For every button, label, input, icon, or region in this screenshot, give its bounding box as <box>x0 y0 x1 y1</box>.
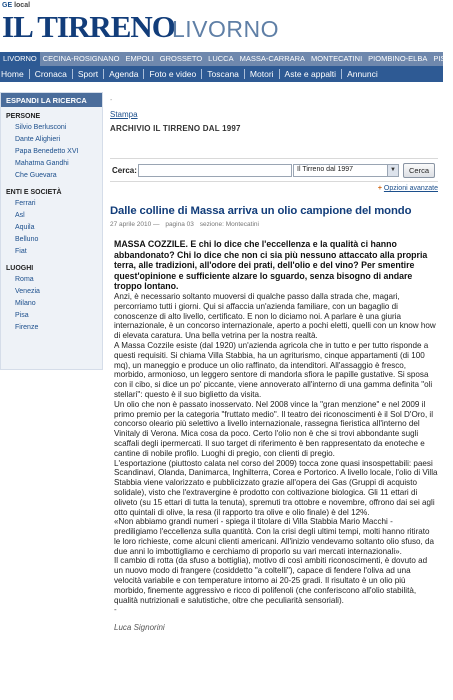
nav-edition-piombino-elba[interactable]: PIOMBINO-ELBA <box>368 54 428 63</box>
sidebar-link-person[interactable]: Silvio Berlusconi <box>15 124 67 131</box>
chevron-down-icon[interactable]: ▼ <box>387 165 398 176</box>
sidebar-link-place[interactable]: Milano <box>15 300 36 307</box>
sidebar-link-entity[interactable]: Aquila <box>15 224 35 231</box>
nav-motori[interactable]: Motori <box>249 69 274 79</box>
archive-select-value: Il Tirreno dal 1997 <box>297 166 354 173</box>
archive-select[interactable] <box>293 164 399 177</box>
nav-aste-e-appalti[interactable]: Aste e appalti <box>284 69 337 79</box>
article-paragraph: Il cambio di rotta (da sfuso a bottiglia), motivo di così ambiti riconoscimenti, è dovuto ad un nuovo modo di frangere (cosiddetto "a coltelli"), capace di fendere l'oliva ad una velocità variabile e con temperature intorno ai 20-25 gradi. Il risultato è un olio più morbido, finemente aggressivo e ricco di polifenoli (che conferiscono all'olio stabilità, qualità nutrizionali e salutistiche, oltre che peculiarità sensoriali). <box>114 556 428 605</box>
editions-nav <box>0 52 451 66</box>
sidebar-link-place[interactable]: Pisa <box>15 312 29 319</box>
nav-edition-montecatini[interactable]: MONTECATINI <box>311 54 363 63</box>
nav-edition-empoli[interactable]: EMPOLI <box>125 54 154 63</box>
article-headline: Dalle colline di Massa arriva un olio campione del mondo <box>110 205 412 217</box>
nav-edition-livorno[interactable]: LIVORNO <box>0 52 40 66</box>
article-date: 27 aprile 2010 — <box>110 221 160 228</box>
sidebar-link-person[interactable]: Mahatma Gandhi <box>15 160 69 167</box>
nav-agenda[interactable]: Agenda <box>109 69 139 79</box>
sidebar-link-person[interactable]: Dante Alighieri <box>15 136 61 143</box>
article-author: Luca Signorini <box>114 623 165 633</box>
sidebar-link-person[interactable]: Che Guevara <box>15 172 57 179</box>
nav-cronaca[interactable]: Cronaca <box>34 69 67 79</box>
sections-nav <box>0 66 443 82</box>
search-input[interactable] <box>138 164 292 177</box>
sidebar-title: ESPANDI LA RICERCA <box>1 93 102 107</box>
article-paragraph: L'esportazione (piuttosto calata nel corso del 2009) tocca zone quasi insospettabili: paesi Scandinavi, Olanda, Danimarca, Inghilterra, Corea e Portorico. A livello locale, l'olio di Villa Stabbia viene valorizzato e pubblicizzato grazie all'opera dei Gas (Gruppi di acquisto solidale), visto che l'extravergine è prodotto con coltivazione biologica. Gli 11 ettari di oliveto (su 15 ettari di tutta la tenuta), spremuti tra ottobre e novembre, offrono dai sei agli otto quintali di olive, la resa (il rapporto tra olive e olio finale) è del 12%. <box>114 458 438 517</box>
gelocal-brand[interactable]: GE local <box>2 2 31 9</box>
article-meta <box>110 221 438 228</box>
search-refine-sidebar <box>0 92 103 370</box>
search-label: Cerca: <box>112 166 137 175</box>
advanced-options-link[interactable]: Opzioni avanzate <box>383 185 438 192</box>
article-end-dash: - <box>114 605 117 615</box>
nav-foto-e-video[interactable]: Foto e video <box>149 69 197 79</box>
article-paragraph: «Non abbiamo grandi numeri - spiega il titolare di Villa Stabbia Mario Macchi - prediligiamo l'eccellenza sulla quantità. Con la crisi degli ultimi tempi, molti hanno ritirato le loro richieste, come alcuni clienti americani. All'inizio vendevamo soltanto olio sfuso, da due anni lo imbottigliamo e cerchiamo di proporlo su vari mercati internazionali». <box>114 517 435 556</box>
sidebar-section-enti: ENTI E SOCIETÀ <box>6 189 62 196</box>
article-paragraph: Un olio che non è passato inosservato. Nel 2008 vince la "gran menzione" e nel 2009 il primo premio per la categoria "fruttato medio". Il teatro dei riconoscimenti è il Sol D'Oro, il concorso oleario più selettivo a livello internazionale, rassegna fieristica all'interno del Vinitaly di Verona. Mica cosa da poco. Certo l'olio non è che si trovi abbondante sugli scaffali degli ipermercati. Il suo target di riferimento è ben rappresentato da enoteche e cantine di nobile profilo. Luoghi di pregio, con clienti di pregio. <box>114 399 434 458</box>
nav-edition-lucca[interactable]: LUCCA <box>208 54 234 63</box>
sidebar-link-entity[interactable]: Belluno <box>15 236 39 243</box>
sidebar-link-entity[interactable]: Ferrari <box>15 200 36 207</box>
article-page: pagina 03 <box>165 221 194 228</box>
plus-icon: + <box>377 185 382 192</box>
sidebar-link-place[interactable]: Venezia <box>15 288 40 295</box>
article-paragraph: A Massa Cozzile esiste (dal 1920) un'azienda agricola che in tutto e per tutto risponde a questi requisiti. Si chiama Villa Stabbia, ha un agriturismo, cinque appartamenti (di 100 mq), un maneggio e produce un olio raffinato, da intenditori. All'assaggio è fresco, morbido, armonioso, un leggero sentore di mandorla sfiora le papille gustative. Si sposa con il cibo, si dice un po' piccante, viene annoverato all'interno di una gamma definita "oli stellari": questo è il suo biglietto da visita. <box>114 340 433 399</box>
nav-home[interactable]: Home <box>1 69 24 79</box>
print-link[interactable]: Stampa <box>110 110 138 119</box>
nav-edition-pisa[interactable]: PISA <box>433 54 451 63</box>
nav-edition-cecina-rosignano[interactable]: CECINA-ROSIGNANO <box>42 54 120 63</box>
edition-title: LIVORNO <box>172 16 280 42</box>
search-button[interactable]: Cerca <box>403 163 435 178</box>
crumb-dash: - <box>110 97 113 104</box>
sidebar-section-luoghi: LUOGHI <box>6 265 34 272</box>
archive-search-bar <box>110 158 438 182</box>
article-section: sezione: Montecatini <box>199 221 259 228</box>
article-main <box>110 98 438 632</box>
sidebar-link-entity[interactable]: Fiat <box>15 248 27 255</box>
sidebar-section-persone: PERSONE <box>6 113 41 120</box>
sidebar-link-place[interactable]: Roma <box>15 276 34 283</box>
archive-title: ARCHIVIO IL TIRRENO DAL 1997 <box>110 124 241 133</box>
nav-toscana[interactable]: Toscana <box>207 69 239 79</box>
article-paragraph: Anzi, è necessario soltanto muoversi di qualche passo dalla strada che, magari, percorriamo tutti i giorni. Qui si affaccia un'azienda familiare, con un bagaglio di conoscenze di alto livello, certificato. E non lo diciamo noi. A parlare è una giuria internazionale, è un concorso internazionale, aperto a pochi eletti, quelli con un know how di elevata caratura. Una bella vetrina per la nostra realtà. <box>114 291 436 341</box>
sidebar-link-person[interactable]: Papa Benedetto XVI <box>15 148 79 155</box>
site-logo[interactable]: IL TIRRENO <box>2 9 175 44</box>
nav-annunci[interactable]: Annunci <box>347 69 378 79</box>
sidebar-link-place[interactable]: Firenze <box>15 324 39 331</box>
article-lead: MASSA COZZILE. E chi lo dice che l'eccellenza e la qualità ci hanno abbandonato? Chi lo dice che non ci sia più nessuno attaccato alla propria terra, alle tradizioni, all'odore dei prati, dell'olio e del vino? Per smentire quest'opinione e sufficiente alzare lo sguardo, senza bisogno di andare troppo lontano. <box>114 239 428 292</box>
site-header <box>0 0 443 52</box>
sidebar-link-entity[interactable]: Asl <box>15 212 25 219</box>
nav-edition-massa-carrara[interactable]: MASSA-CARRARA <box>239 54 306 63</box>
nav-edition-grosseto[interactable]: GROSSETO <box>159 54 203 63</box>
nav-sport[interactable]: Sport <box>77 69 99 79</box>
advanced-options <box>110 185 438 195</box>
